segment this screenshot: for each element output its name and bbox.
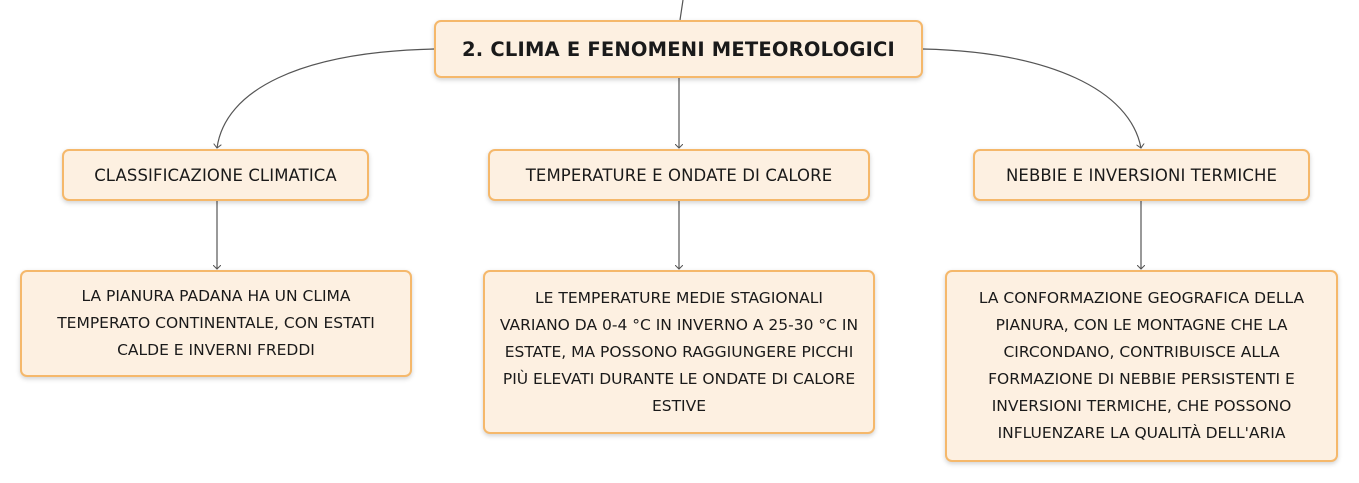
- category-node-label: TEMPERATURE E ONDATE DI CALORE: [525, 165, 833, 185]
- connector-root-to-classificazione: [217, 49, 434, 148]
- category-node-label: CLASSIFICAZIONE CLIMATICA: [94, 165, 337, 185]
- connector-root-to-nebbie: [923, 49, 1141, 148]
- category-node-label: NEBBIE E INVERSIONI TERMICHE: [1005, 165, 1277, 185]
- category-node-classificazione-climatica[interactable]: [62, 149, 369, 201]
- description-text: LA PIANURA PADANA HA UN CLIMA TEMPERATO CONTINENTALE, CON ESTATI CALDE E INVERNI FREDDI: [57, 287, 375, 359]
- root-node[interactable]: [434, 20, 923, 78]
- category-node-nebbie-inversioni-termiche[interactable]: [973, 149, 1310, 201]
- description-node-temperature-ondate-calore[interactable]: [483, 270, 875, 434]
- connector-from-parent: [680, 0, 683, 20]
- description-text: LA CONFORMAZIONE GEOGRAFICA DELLA PIANURA, CON LE MONTAGNE CHE LA CIRCONDANO, CONTRIBUISCE ALLA FORMAZIONE DI NEBBIE PERSISTENTI E INVERSIONI TERMICHE, CHE POSSONO INFLUENZARE LA QUALITÀ DELL'ARIA: [978, 289, 1305, 442]
- category-node-temperature-ondate-calore[interactable]: [488, 149, 870, 201]
- description-node-classificazione-climatica[interactable]: [20, 270, 412, 377]
- description-node-nebbie-inversioni-termiche[interactable]: [945, 270, 1338, 462]
- description-text: LE TEMPERATURE MEDIE STAGIONALI VARIANO DA 0-4 °C IN INVERNO A 25-30 °C IN ESTATE, MA POSSONO RAGGIUNGERE PICCHI PIÙ ELEVATI DURANTE LE ONDATE DI CALORE ESTIVE: [499, 288, 859, 415]
- root-node-label: 2. CLIMA E FENOMENI METEOROLOGICI: [461, 37, 896, 61]
